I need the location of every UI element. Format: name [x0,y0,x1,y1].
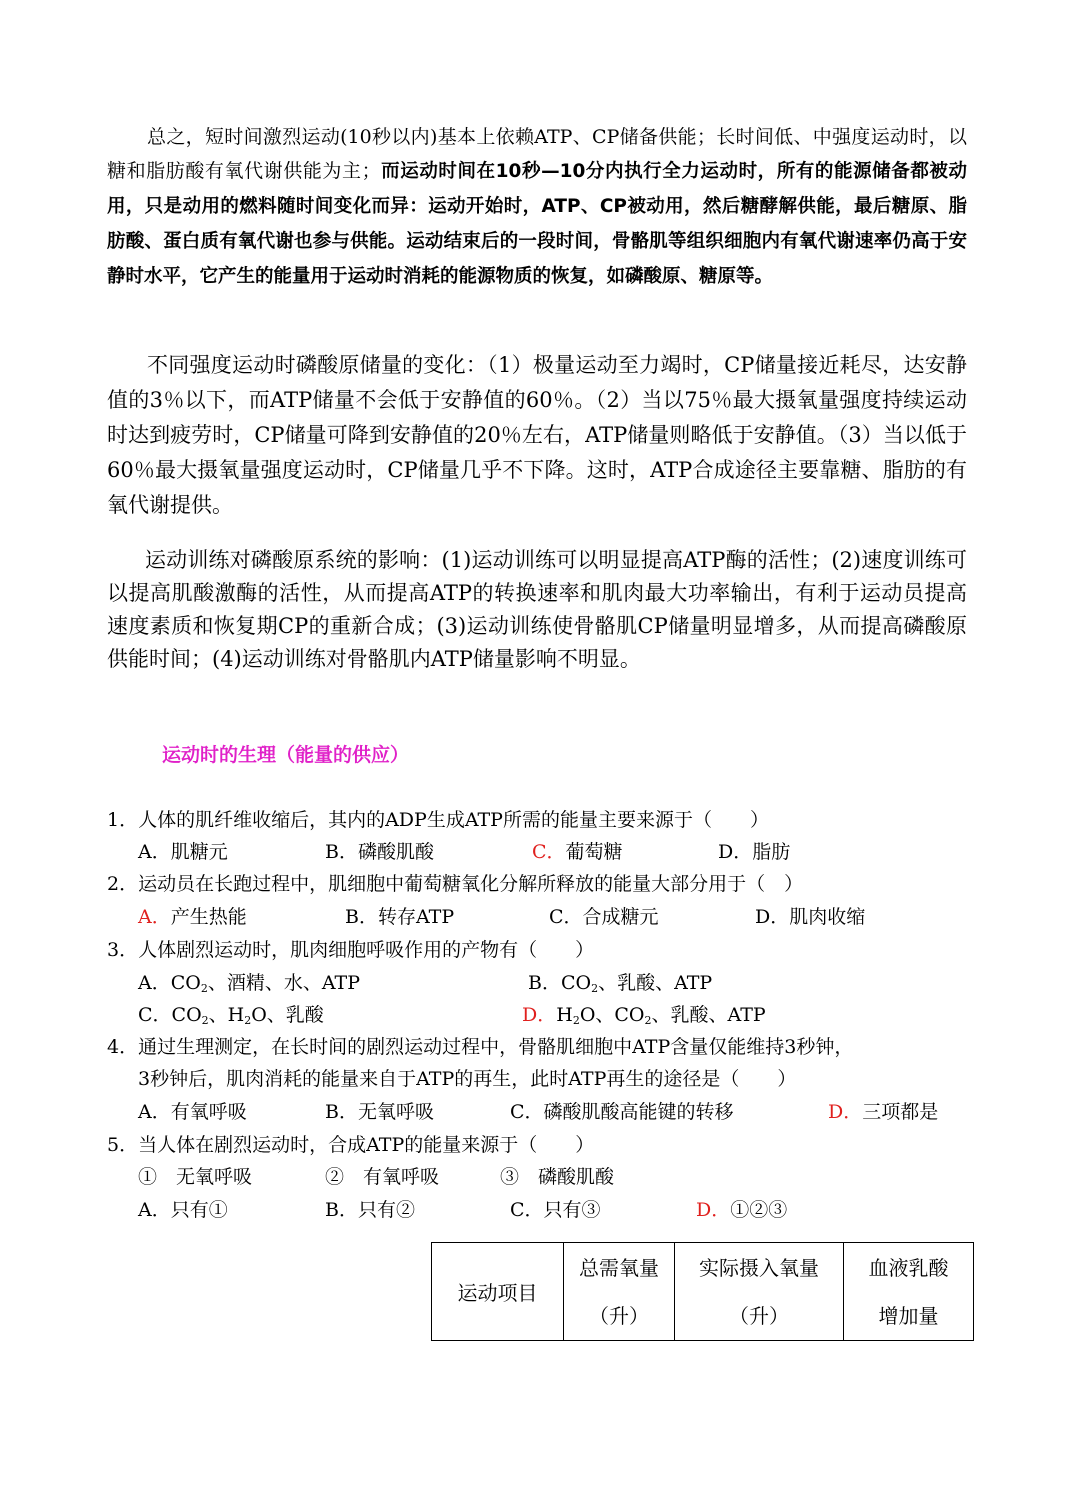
q2-option-a: A．产生热能 [138,906,247,928]
q5-statement-2: ② 有氧呼吸 [325,1166,440,1188]
table-header-lactate: 血液乳酸 增加量 [844,1243,974,1341]
q3-option-b: B．$CO_2$、乳酸、ATP [528,972,713,995]
section-title: 运动时的生理（能量的供应） [162,744,410,766]
q3-option-a: A．$CO_2$、酒精、水、ATP [138,972,360,995]
q5-statement-3: ③ 磷酸肌酸 [500,1166,615,1188]
q2-option-c: C．合成糖元 [549,906,659,928]
q4-option-d: D．三项都是 [828,1101,939,1123]
paragraph-training-effects: 运动训练对磷酸原系统的影响：(1)运动训练可以明显提高ATP酶的活性；(2)速度训练可以提高肌酸激酶的活性，从而提高ATP的转换速率和肌肉最大功率输出，有利于运动员提高速度素质和恢复期CP的重新合成；(3)运动训练使骨骼肌CP储量明显增多，从而提高磷酸原供能时间；(4)运动训练对骨骼肌内ATP储量影响不明显。 [107,548,967,671]
q5-option-c: C．只有③ [510,1199,601,1221]
exercise-data-table [431,1242,974,1341]
q1-option-c: C．葡萄糖 [532,841,623,863]
q5-option-b: B．只有② [325,1199,415,1221]
q4-option-c: C．磷酸肌酸高能键的转移 [510,1101,734,1123]
question-5-stem: 5．当人体在剧烈运动时，合成ATP的能量来源于（ ） [107,1134,595,1156]
question-2-stem: 2．运动员在长跑过程中，肌细胞中葡萄糖氧化分解所释放的能量大部分用于（ ） [107,873,804,895]
q1-option-a: A．肌糖元 [138,841,228,863]
q2-option-d: D．肌肉收缩 [755,906,866,928]
question-3-stem: 3．人体剧烈运动时，肌肉细胞呼吸作用的产物有（ ） [107,939,595,961]
table-header-project: 运动项目 [432,1243,564,1341]
question-1-stem: 1．人体的肌纤维收缩后，其内的ADP生成ATP所需的能量主要来源于（ ） [107,809,769,831]
q3-option-c: C．$CO_2$、$H_2O$、乳酸 [138,1004,324,1027]
paragraph-bold-text: 而运动时间在10秒—10分内执行全力运动时，所有的能源储备都被动用，只是动用的燃料随时间变化而异：运动开始时，ATP、CP被动用，然后糖酵解供能，最后糖原、脂肪酸、蛋白质有氧代谢也参与供能。运动结束后的一段时间，骨骼肌等组织细胞内有氧代谢速率仍高于安静时水平，它产生的能量用于运动时消耗的能源物质的恢复，如磷酸原、糖原等。 [107,161,967,287]
answer-letter: D． [696,1199,731,1221]
q5-option-d: D．①②③ [696,1199,788,1221]
q5-option-a: A．只有① [138,1199,228,1221]
q1-option-d: D．脂肪 [718,841,791,863]
q4-option-a: A．有氧呼吸 [138,1101,247,1123]
paragraph-phosphagen-changes: 不同强度运动时磷酸原储量的变化：（1）极量运动至力竭时，CP储量接近耗尽，达安静值的3％以下，而ATP储量不会低于安静值的60％。（2）当以75％最大摄氧量强度持续运动时达到疲劳时，CP储量可降到安静值的20％左右，ATP储量则略低于安静值。（3）当以低于60％最大摄氧量强度运动时，CP储量几乎不下降。这时，ATP合成途径主要靠糖、脂肪的有氧代谢提供。 [107,353,967,517]
answer-letter: C． [532,841,566,863]
q4-option-b: B．无氧呼吸 [325,1101,434,1123]
q5-statement-1: ① 无氧呼吸 [138,1166,253,1188]
question-4-stem-line1: 4．通过生理测定，在长时间的剧烈运动过程中，骨骼肌细胞中ATP含量仅能维持3秒钟， [107,1036,854,1058]
q1-option-b: B．磷酸肌酸 [325,841,434,863]
question-4-stem-line2: 3秒钟后，肌肉消耗的能量来自于ATP的再生，此时ATP再生的途径是（ ） [138,1068,797,1090]
answer-letter: D． [522,1004,557,1026]
table-header-actual-oxygen: 实际摄入氧量 （升） [675,1243,844,1341]
q2-option-b: B．转存ATP [345,906,455,928]
answer-letter: A． [138,906,171,928]
table-header-total-oxygen: 总需氧量 （升） [564,1243,675,1341]
paragraph-normal-text: 总之，短时间激烈运动(10秒以内)基本上依赖ATP、CP储备供能；长时间低、中强度运动时，以糖和脂肪酸有氧代谢供能为主； [107,126,967,182]
paragraph-energy-summary [107,120,967,294]
answer-letter: D． [828,1101,863,1123]
q3-option-d: D．$H_2O$、$CO_2$、乳酸、ATP [522,1004,766,1027]
table-header-row [432,1243,974,1341]
